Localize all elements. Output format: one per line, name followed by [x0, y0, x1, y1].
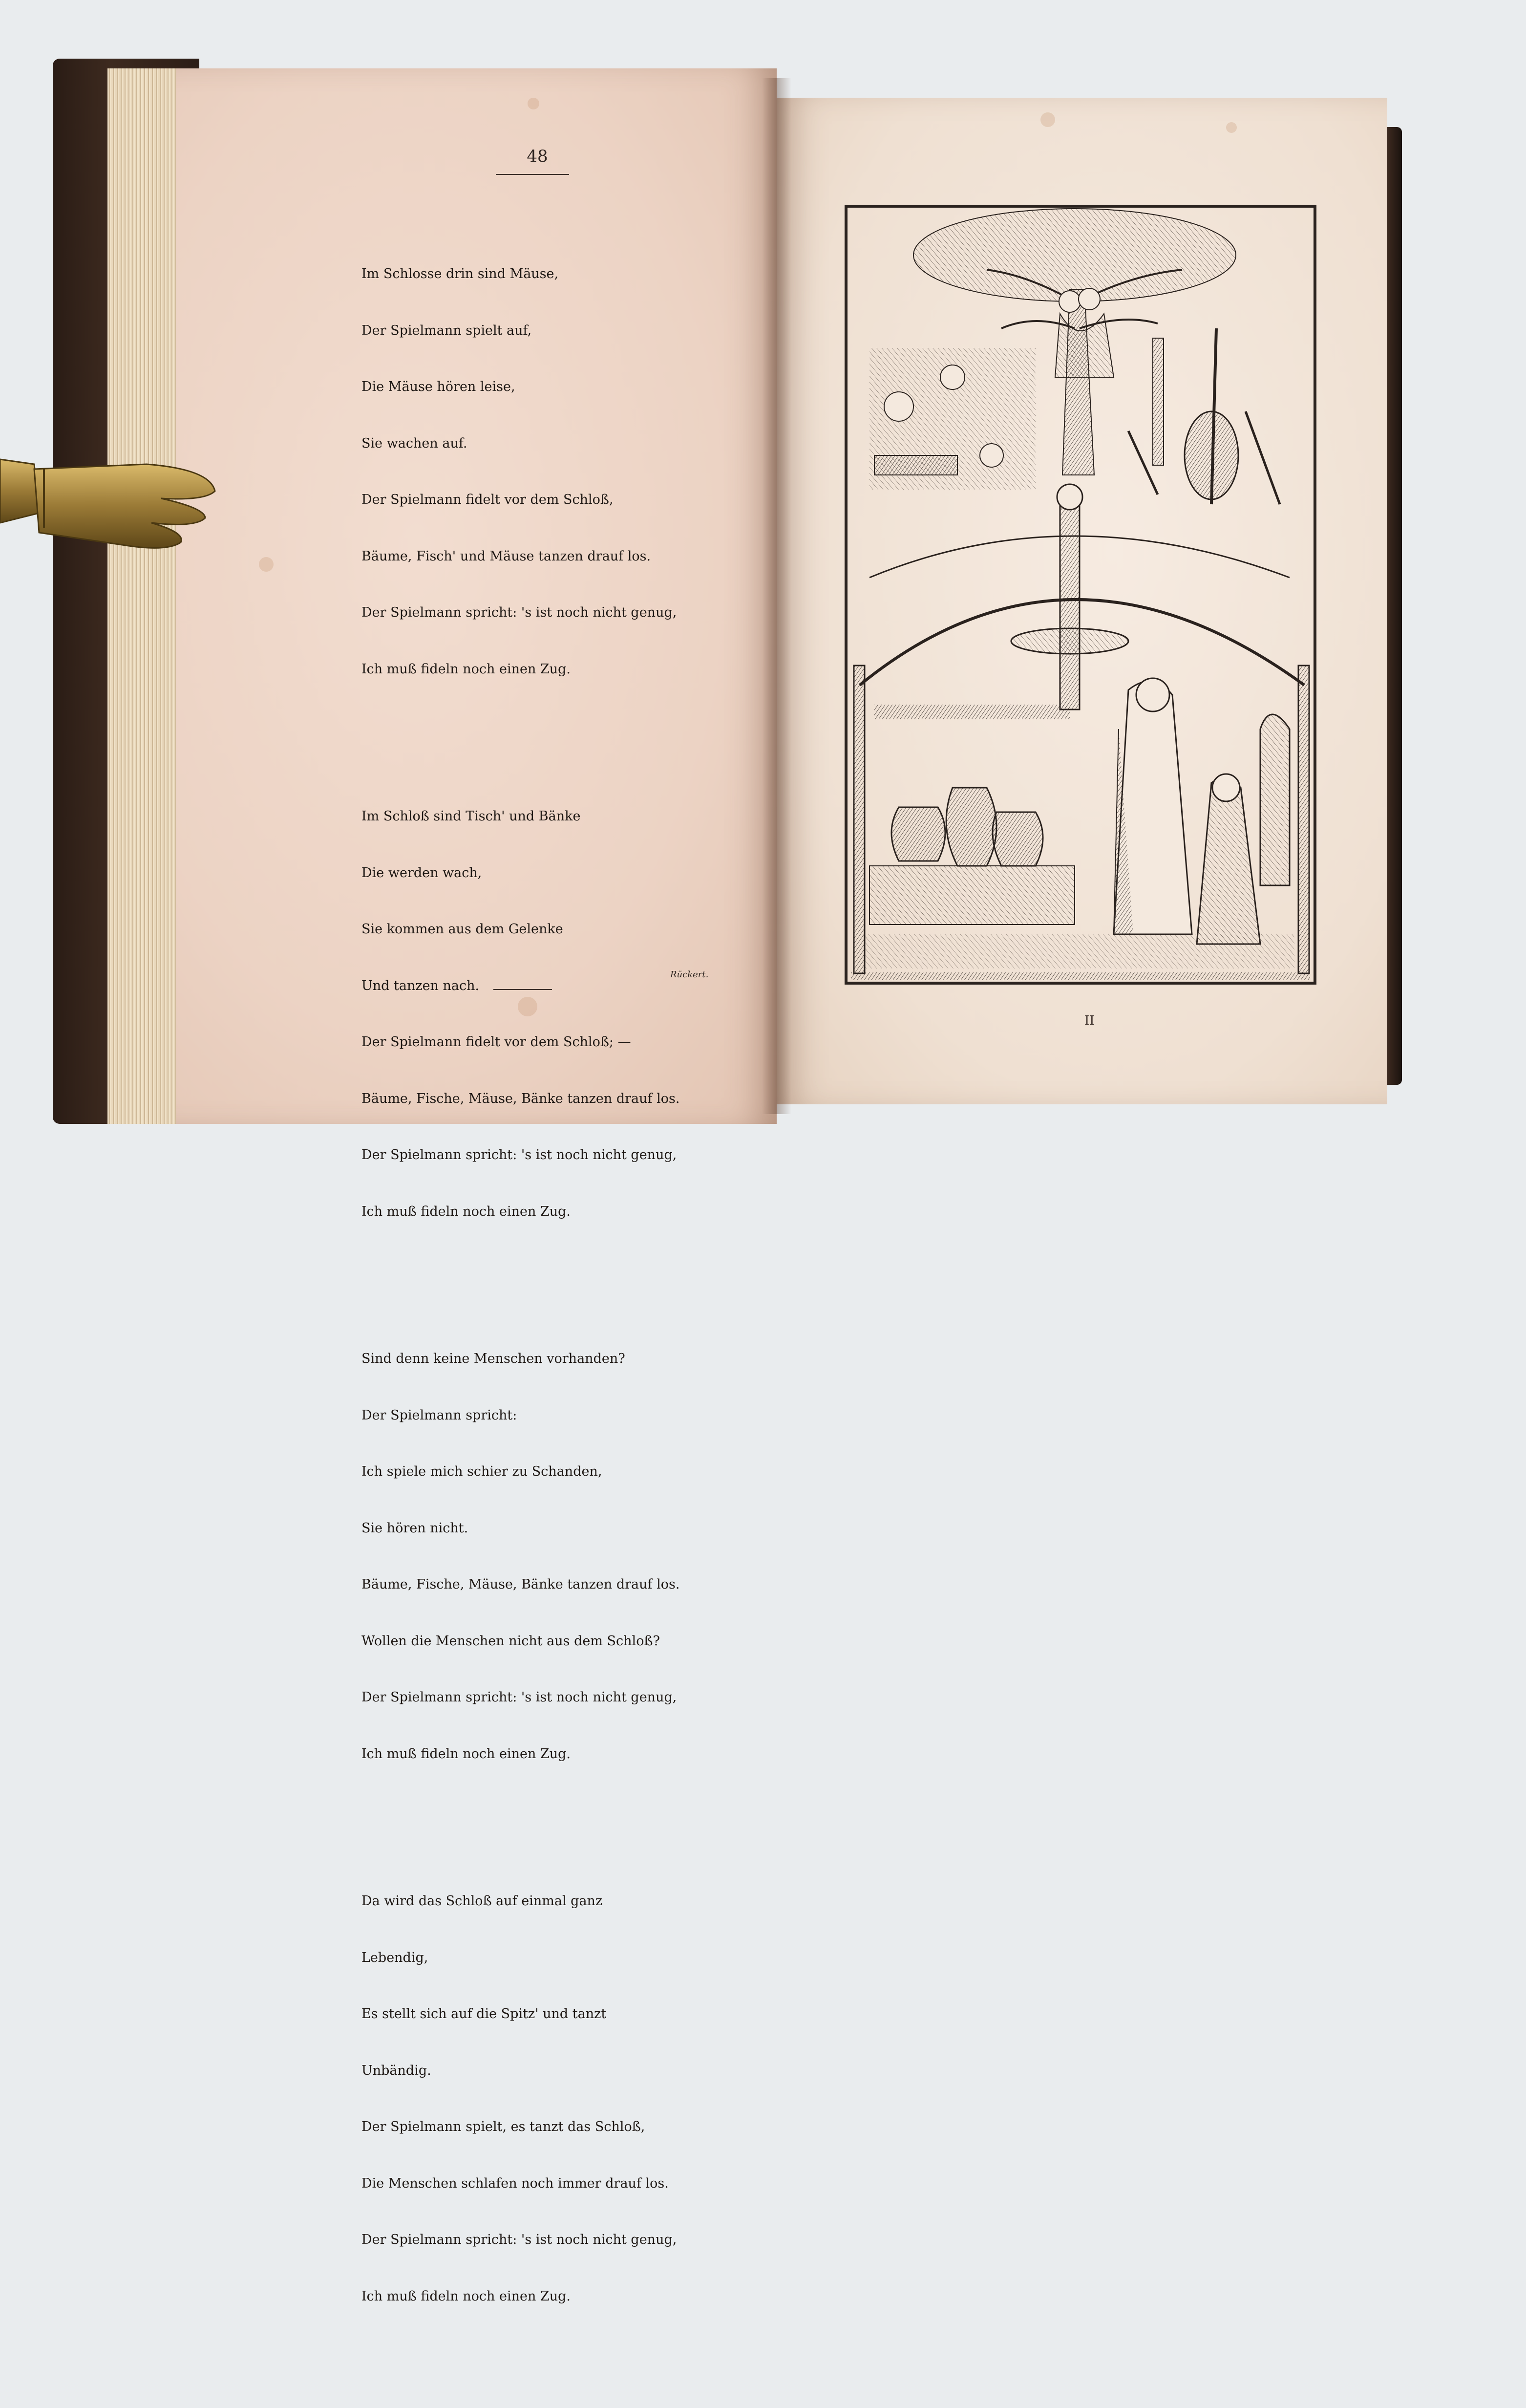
poem-line: Unbändig. [361, 2063, 431, 2078]
poem-line: Sie kommen aus dem Gelenke [361, 922, 563, 937]
poem-line: Sie wachen auf. [361, 435, 467, 451]
poem-line: Der Spielmann spricht: [361, 1407, 517, 1423]
brass-hand-clip [0, 440, 225, 567]
poem-line: Der Spielmann spricht: 's ist noch nicht genug, [361, 605, 677, 620]
poem-line: Der Spielmann spricht: 's ist noch nicht genug, [361, 2232, 677, 2247]
footer-rule [493, 989, 552, 990]
poem-text [361, 190, 718, 2408]
stanza [361, 1312, 718, 1801]
poem-line: Ich spiele mich schier zu Schanden, [361, 1464, 602, 1479]
poem-line: Die Menschen schlafen noch immer drauf los. [361, 2175, 669, 2191]
page-number: 48 [527, 147, 548, 166]
poem-line: Die werden wach, [361, 865, 482, 881]
poem-line: Sie hören nicht. [361, 1520, 468, 1536]
poem-line: Es stellt sich auf die Spitz' und tanzt [361, 2006, 607, 2021]
plate-number: II [1084, 1013, 1095, 1028]
poem-line: Ich muß fideln noch einen Zug. [361, 1746, 571, 1762]
poem-line: Der Spielmann fidelt vor dem Schloß, [361, 492, 614, 507]
poem-line: Der Spielmann spricht: 's ist noch nicht genug, [361, 1690, 677, 1705]
poem-line: Der Spielmann spielt, es tanzt das Schloß, [361, 2119, 645, 2134]
poem-line: Ich muß fideln noch einen Zug. [361, 661, 571, 677]
poem-line: Ich muß fideln noch einen Zug. [361, 2288, 571, 2304]
poem-line: Wollen die Menschen nicht aus dem Schloß? [361, 1633, 660, 1649]
poem-line: Bäume, Fische, Mäuse, Bänke tanzen drauf los. [361, 1577, 680, 1592]
poem-line: Lebendig, [361, 1950, 428, 1965]
tree-canopy [913, 209, 1236, 301]
poem-line: Der Spielmann spielt auf, [361, 322, 532, 338]
tree-trunk [1062, 289, 1094, 475]
left-column [854, 666, 865, 973]
stanza [361, 770, 718, 1259]
right-column [1298, 666, 1309, 973]
poem-line: Bäume, Fische, Mäuse, Bänke tanzen drauf los. [361, 1091, 680, 1106]
stanza [361, 2397, 718, 2408]
engraving-illustration [840, 201, 1324, 993]
stanza [361, 227, 718, 716]
poem-line: Da wird das Schloß auf einmal ganz [361, 1893, 603, 1909]
stanza [361, 1854, 718, 2344]
poem-line: Der Spielmann spricht: 's ist noch nicht genug, [361, 1147, 677, 1162]
poem-line: Die Mäuse hören leise, [361, 379, 515, 394]
poem-line: Und tanzen nach. [361, 978, 480, 993]
header-rule [496, 174, 569, 175]
poem-line: Der Spielmann fidelt vor dem Schloß; — [361, 1034, 631, 1050]
poem-line: Im Schlosse drin sind Mäuse, [361, 266, 559, 281]
poem-line: Bäume, Fisch' und Mäuse tanzen drauf los. [361, 548, 651, 564]
fountain-column [1060, 504, 1080, 710]
poem-line: Im Schloß sind Tisch' und Bänke [361, 809, 581, 824]
book-gutter [762, 78, 791, 1114]
figure-dwarf [1197, 779, 1260, 944]
author-signature: Rückert. [670, 969, 709, 980]
poem-line: Ich muß fideln noch einen Zug. [361, 1204, 571, 1219]
poem-line: Sind denn keine Menschen vorhanden? [361, 1351, 625, 1366]
fountain-basin [1011, 628, 1128, 654]
